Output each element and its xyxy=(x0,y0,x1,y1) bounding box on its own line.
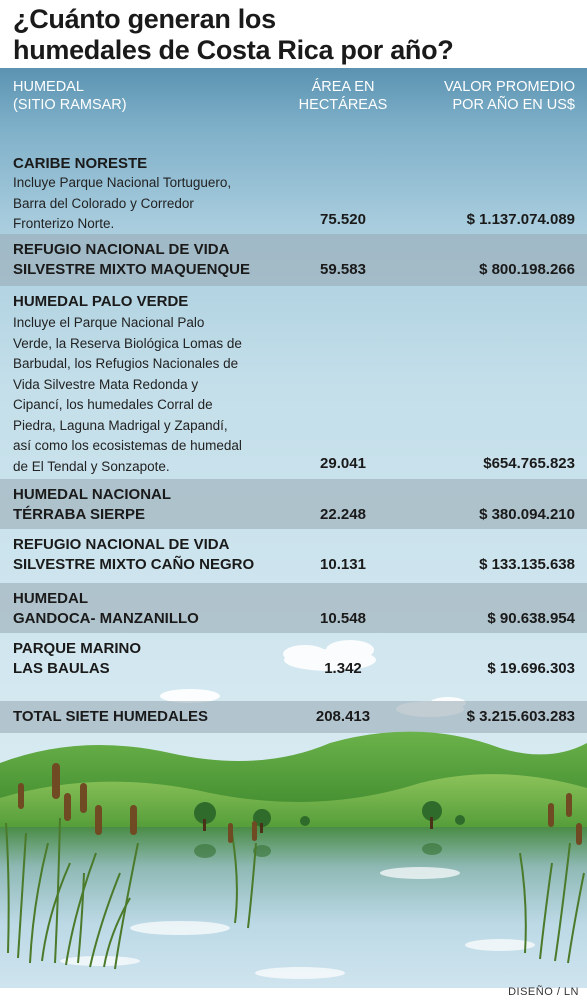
table-row xyxy=(0,583,587,633)
row-name: PARQUE MARINO LAS BAULAS xyxy=(13,640,142,677)
row-valor: $654.765.823 xyxy=(483,455,575,472)
header-humedal: HUMEDAL (SITIO RAMSAR) xyxy=(13,79,127,113)
total-valor: $ 3.215.603.283 xyxy=(466,708,575,725)
row-area: 10.548 xyxy=(320,610,366,627)
row-valor: $ 380.094.210 xyxy=(479,506,575,523)
row-name: CARIBE NORESTE xyxy=(13,155,148,172)
row-area: 10.131 xyxy=(320,556,366,573)
row-area: 75.520 xyxy=(320,211,366,228)
header-valor: VALOR PROMEDIO POR AÑO EN US$ xyxy=(443,79,575,113)
row-valor: $ 133.135.638 xyxy=(479,556,575,573)
row-area: 22.248 xyxy=(320,506,366,523)
row-name: HUMEDAL GANDOCA- MANZANILLO xyxy=(13,590,199,627)
tree xyxy=(300,816,310,826)
column-header xyxy=(0,68,587,128)
table-row xyxy=(0,633,587,701)
total-name: TOTAL SIETE HUMEDALES xyxy=(13,708,209,725)
row-description: Incluye Parque Nacional Tortuguero, Barra del Colorado y Corredor Fronterizo Norte. xyxy=(13,175,232,231)
total-area: 208.413 xyxy=(315,708,371,725)
page-title-line-1: ¿Cuánto generan los xyxy=(13,4,276,34)
row-area: 29.041 xyxy=(320,455,366,472)
row-valor: $ 800.198.266 xyxy=(479,261,575,278)
tree xyxy=(455,815,465,825)
row-name: HUMEDAL NACIONAL TÉRRABA SIERPE xyxy=(13,486,172,523)
design-credit: DISEÑO / LN xyxy=(508,986,579,998)
row-valor: $ 1.137.074.089 xyxy=(466,211,575,228)
row-valor: $ 19.696.303 xyxy=(487,660,575,677)
table-row xyxy=(0,529,587,583)
wetland-landscape-illustration xyxy=(0,723,587,988)
title-block xyxy=(0,0,587,68)
row-area: 1.342 xyxy=(324,660,362,677)
row-area: 59.583 xyxy=(320,261,366,278)
row-name: REFUGIO NACIONAL DE VIDA SILVESTRE MIXTO CAÑO NEGRO xyxy=(13,536,255,573)
row-valor: $ 90.638.954 xyxy=(487,610,575,627)
page-title-line-2: humedales de Costa Rica por año? xyxy=(13,35,454,65)
row-name: HUMEDAL PALO VERDE xyxy=(13,293,189,310)
infographic-panel xyxy=(0,68,587,988)
table-row xyxy=(0,479,587,529)
row-name: REFUGIO NACIONAL DE VIDA SILVESTRE MIXTO MAQUENQUE xyxy=(13,241,250,278)
table-row xyxy=(0,286,587,479)
table-row xyxy=(0,234,587,286)
header-area: ÁREA EN HECTÁREAS xyxy=(298,79,388,113)
row-description: Incluye el Parque Nacional Palo Verde, la Reserva Biológica Lomas de Barbudal, los Refugios Nacionales de Vida Silvestre Mata Redonda y Cipancí, los humedales Corral de Piedra, Laguna Madrigal y Zapandí, así como los ecosistemas de humedal de El Tendal y Sonzapote. xyxy=(13,315,242,474)
table-row xyxy=(0,148,587,234)
